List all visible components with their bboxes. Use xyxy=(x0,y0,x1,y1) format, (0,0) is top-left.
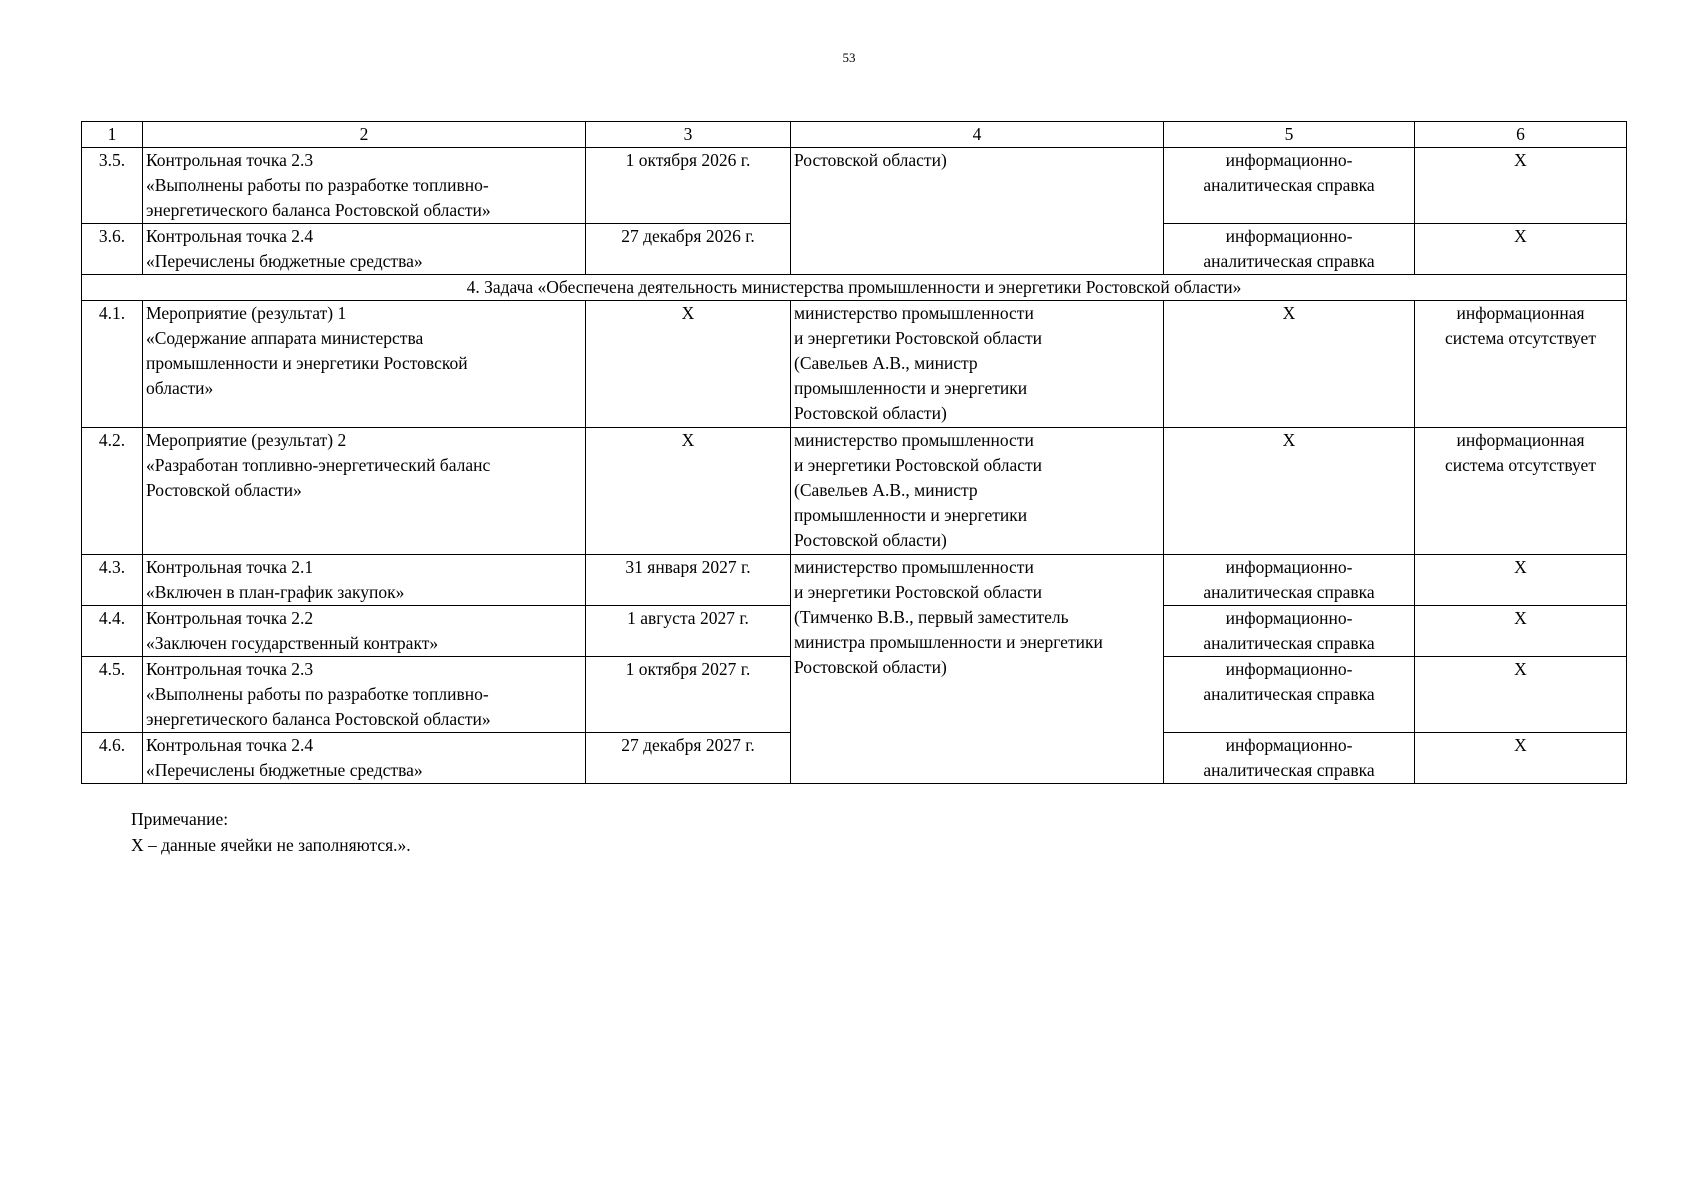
row-date: 1 октября 2026 г. xyxy=(586,148,791,224)
row-document: информационно- аналитическая справка xyxy=(1164,224,1415,275)
row-system: X xyxy=(1415,555,1627,606)
note-block xyxy=(131,806,411,858)
row-system: X xyxy=(1415,733,1627,784)
table-row xyxy=(82,301,1627,428)
row-date: 31 января 2027 г. xyxy=(586,555,791,606)
row-document: информационно- аналитическая справка xyxy=(1164,606,1415,657)
column-header: 6 xyxy=(1415,122,1627,148)
row-number: 4.5. xyxy=(82,657,143,733)
row-number: 4.2. xyxy=(82,428,143,555)
note-title: Примечание: xyxy=(131,809,229,829)
table-row xyxy=(82,428,1627,555)
column-header: 2 xyxy=(143,122,586,148)
column-header: 4 xyxy=(791,122,1164,148)
row-number: 4.6. xyxy=(82,733,143,784)
section-row xyxy=(82,275,1627,301)
row-system: X xyxy=(1415,606,1627,657)
events-table xyxy=(81,121,1627,784)
row-number: 3.5. xyxy=(82,148,143,224)
row-name: Контрольная точка 2.3 «Выполнены работы по разработке топливно- энергетического баланса Ростовской области» xyxy=(143,148,586,224)
row-document: X xyxy=(1164,428,1415,555)
row-number: 4.1. xyxy=(82,301,143,428)
row-name: Контрольная точка 2.4 «Перечислены бюджетные средства» xyxy=(143,224,586,275)
row-name: Контрольная точка 2.4 «Перечислены бюджетные средства» xyxy=(143,733,586,784)
row-system: X xyxy=(1415,657,1627,733)
row-number: 3.6. xyxy=(82,224,143,275)
row-date: 27 декабря 2027 г. xyxy=(586,733,791,784)
row-responsible: министерство промышленности и энергетики Ростовской области (Савельев А.В., министр промышленности и энергетики Ростовской области) xyxy=(791,301,1164,428)
row-number: 4.3. xyxy=(82,555,143,606)
row-name: Мероприятие (результат) 1 «Содержание аппарата министерства промышленности и энергетики Ростовской области» xyxy=(143,301,586,428)
row-system: информационная система отсутствует xyxy=(1415,301,1627,428)
row-date: X xyxy=(586,428,791,555)
table-row xyxy=(82,555,1627,606)
row-system: X xyxy=(1415,224,1627,275)
row-system: X xyxy=(1415,148,1627,224)
row-document: информационно- аналитическая справка xyxy=(1164,555,1415,606)
row-document: информационно- аналитическая справка xyxy=(1164,148,1415,224)
page-number: 53 xyxy=(842,50,856,65)
row-document: X xyxy=(1164,301,1415,428)
row-system: информационная система отсутствует xyxy=(1415,428,1627,555)
row-responsible: министерство промышленности и энергетики Ростовской области (Савельев А.В., министр промышленности и энергетики Ростовской области) xyxy=(791,428,1164,555)
column-header: 5 xyxy=(1164,122,1415,148)
row-responsible: Ростовской области) xyxy=(791,148,1164,275)
table-row xyxy=(82,148,1627,224)
row-name: Контрольная точка 2.3 «Выполнены работы по разработке топливно- энергетического баланса Ростовской области» xyxy=(143,657,586,733)
table-header-row xyxy=(82,122,1627,148)
row-date: 1 августа 2027 г. xyxy=(586,606,791,657)
row-name: Контрольная точка 2.2 «Заключен государственный контракт» xyxy=(143,606,586,657)
row-number: 4.4. xyxy=(82,606,143,657)
column-header: 1 xyxy=(82,122,143,148)
section-title: 4. Задача «Обеспечена деятельность министерства промышленности и энергетики Ростовской области» xyxy=(82,275,1627,301)
row-date: 1 октября 2027 г. xyxy=(586,657,791,733)
column-header: 3 xyxy=(586,122,791,148)
row-document: информационно- аналитическая справка xyxy=(1164,657,1415,733)
row-document: информационно- аналитическая справка xyxy=(1164,733,1415,784)
row-date: 27 декабря 2026 г. xyxy=(586,224,791,275)
row-name: Мероприятие (результат) 2 «Разработан топливно-энергетический баланс Ростовской области» xyxy=(143,428,586,555)
row-date: X xyxy=(586,301,791,428)
row-name: Контрольная точка 2.1 «Включен в план-график закупок» xyxy=(143,555,586,606)
row-responsible: министерство промышленности и энергетики Ростовской области (Тимченко В.В., первый заместитель министра промышленности и энергетики Ростовской области) xyxy=(791,555,1164,784)
note-text: X – данные ячейки не заполняются.». xyxy=(131,835,411,855)
